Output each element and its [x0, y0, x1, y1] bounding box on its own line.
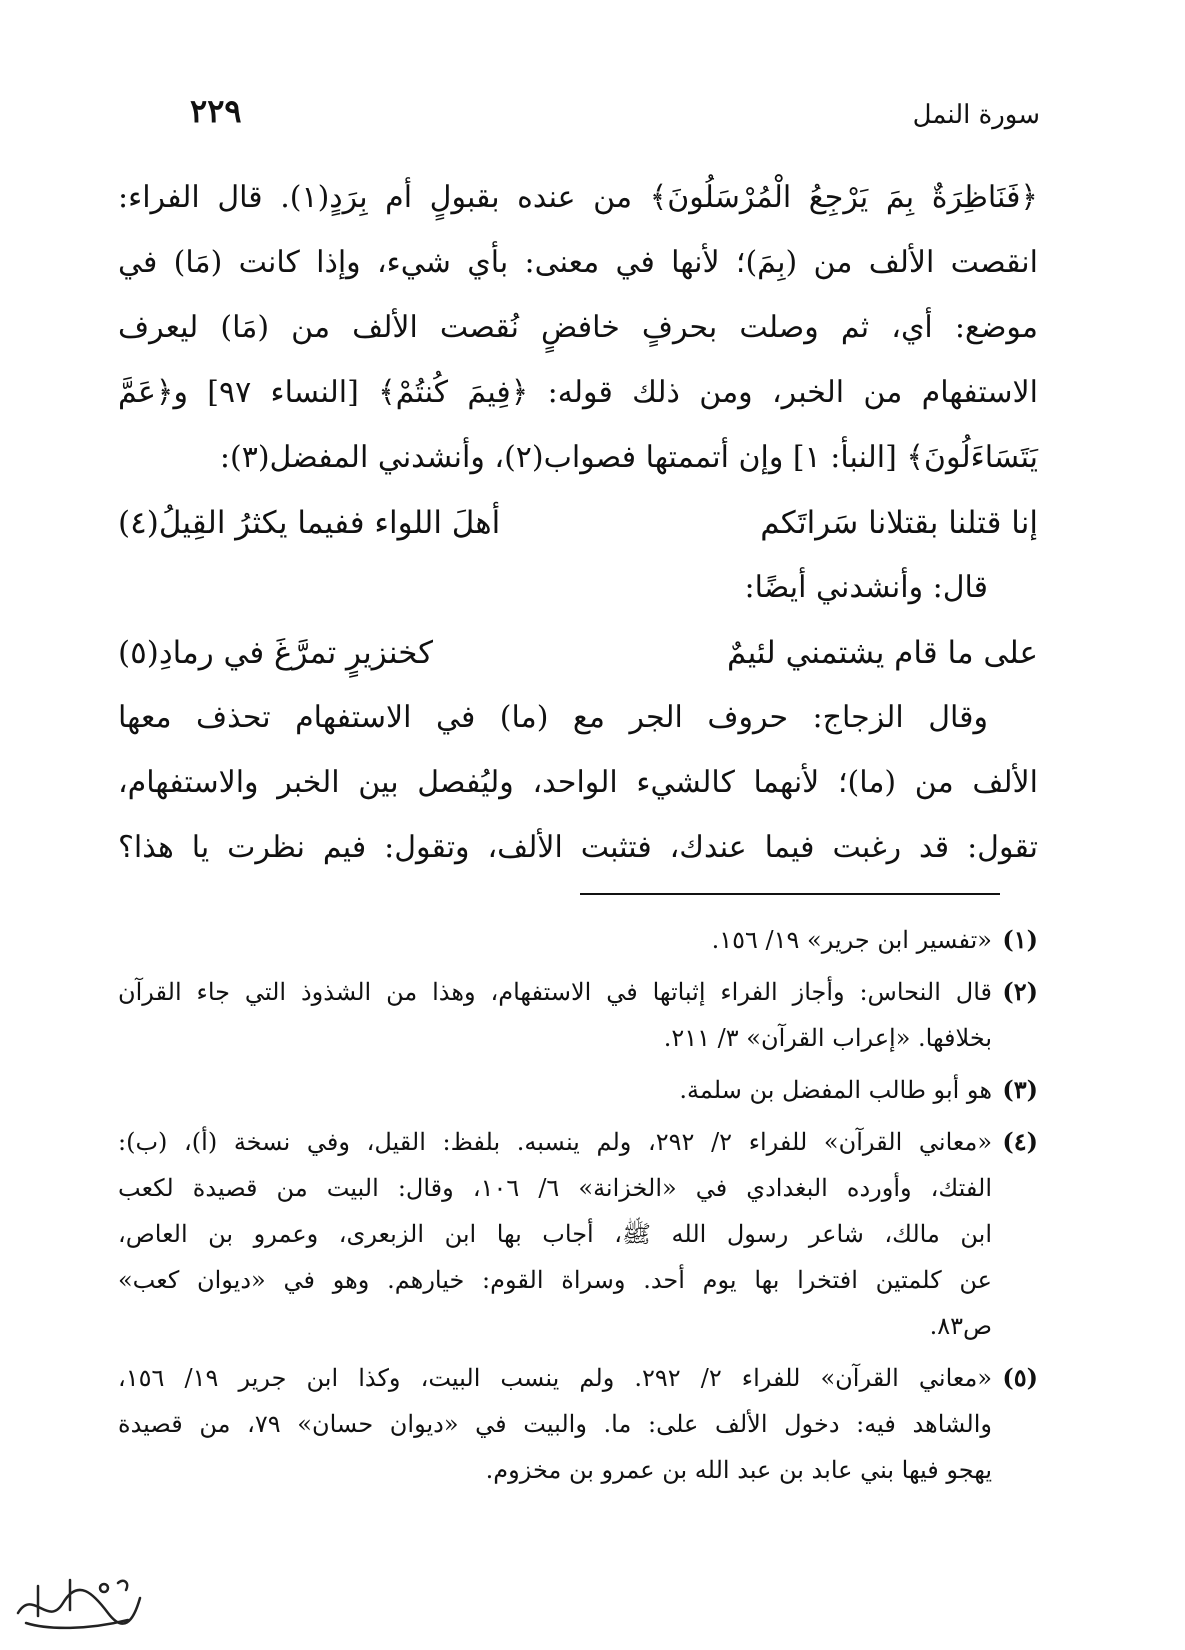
footnote-line: ص٨٣. [929, 1312, 992, 1340]
text-line: تقول: قد رغبت فيما عندك، فتثبت الألف، وتقول: فيم نظرت يا هذا؟ [118, 830, 1038, 865]
footnote-number: (٣) [1002, 1075, 1038, 1104]
footnote-line: الفتك، وأورده البغدادي في «الخزانة» ٦/ ١٠٦، وقال: البيت من قصيدة لكعب [118, 1174, 993, 1202]
footnote [118, 1120, 1038, 1350]
page-header [190, 82, 1040, 142]
text-line: انقصت الألف من (بِمَ)؛ لأنها في معنى: بأي شيء، وإذا كانت (مَا) في [118, 245, 1038, 280]
text-line: قال: وأنشدني أيضًا: [744, 570, 988, 605]
footnote-number: (٥) [1002, 1363, 1038, 1392]
footnote [118, 1356, 1038, 1494]
watermark-logo-icon [8, 1568, 148, 1638]
page-number: ٢٢٩ [190, 92, 242, 130]
footnote-line: عن كلمتين افتخرا بها يوم أحد. وسراة القوم: خيارهم. وهو في «ديوان كعب» [118, 1266, 992, 1294]
footnote-line: «معاني القرآن» للفراء ٢/ ٢٩٢. ولم ينسب البيت، وكذا ابن جرير ١٩/ ١٥٦، [118, 1364, 993, 1392]
verse-first-hemistich: إنا قتلنا بقتلانا سَراتَكم [760, 505, 1038, 541]
footnote-line: قال النحاس: وأجاز الفراء إثباتها في الاستفهام، وهذا من الشذوذ التي جاء القرآن [118, 978, 992, 1006]
footnote [118, 970, 1038, 1062]
footnote-line: ابن مالك، شاعر رسول الله ﷺ، أجاب بها ابن الزبعرى، وعمرو بن العاص، [118, 1220, 992, 1248]
poetry-verse [118, 493, 1038, 558]
footnote-line: بخلافها. «إعراب القرآن» ٣/ ٢١١. [663, 1024, 992, 1052]
footnote-number: (٢) [1002, 977, 1038, 1006]
main-text [118, 168, 1038, 883]
footnote-line: والشاهد فيه: دخول الألف على: ما. والبيت في «ديوان حسان» ٧٩، من قصيدة [118, 1410, 993, 1438]
verse-second-hemistich: أهلَ اللواء ففيما يكثرُ القِيلُ(٤) [118, 505, 501, 541]
footnote-line: «معاني القرآن» للفراء ٢/ ٢٩٢، ولم ينسبه. بلفظ: القيل، وفي نسخة (أ)، (ب): [118, 1128, 993, 1156]
verse-first-hemistich: على ما قام يشتمني لئيمٌ [726, 635, 1038, 671]
footnote-line: هو أبو طالب المفضل بن سلمة. [679, 1076, 992, 1104]
footnote-divider [580, 893, 1000, 895]
text-line: الاستفهام من الخبر، ومن ذلك قوله: ﴿فِيمَ كُنتُمْ﴾ [النساء ٩٧] و﴿عَمَّ [118, 375, 1039, 410]
chapter-title: سورة النمل [912, 100, 1040, 130]
text-line: يَتَسَاءَلُونَ﴾ [النبأ: ١] وإن أتممتها فصواب(٢)، وأنشدني المفضل(٣): [219, 440, 1038, 475]
text-line: موضع: أي، ثم وصلت بحرفٍ خافضٍ نُقصت الألف من (مَا) ليعرف [118, 310, 1038, 345]
text-line: وقال الزجاج: حروف الجر مع (ما) في الاستفهام تحذف معها [118, 700, 988, 735]
footnote-number: (٤) [1002, 1127, 1038, 1156]
footnote [118, 1068, 1038, 1114]
footnote-line: «تفسير ابن جرير» ١٩/ ١٥٦. [711, 926, 992, 954]
footnote-number: (١) [1002, 925, 1038, 954]
footnote-line: يهجو فيها بني عابد بن عبد الله بن عمرو بن مخزوم. [485, 1456, 992, 1484]
text-line: ﴿فَنَاظِرَةٌ بِمَ يَرْجِعُ الْمُرْسَلُونَ﴾ من عنده بقبولٍ أم بِرَدٍ(١). قال الفراء: [118, 180, 1038, 215]
verse-second-hemistich: كخنزيرٍ تمرَّغَ في رمادِ(٥) [118, 635, 434, 671]
poetry-verse [118, 623, 1038, 688]
footnote [118, 918, 1038, 964]
text-line: الألف من (ما)؛ لأنهما كالشيء الواحد، وليُفصل بين الخبر والاستفهام، [118, 765, 1038, 800]
footnotes [118, 918, 1038, 1500]
